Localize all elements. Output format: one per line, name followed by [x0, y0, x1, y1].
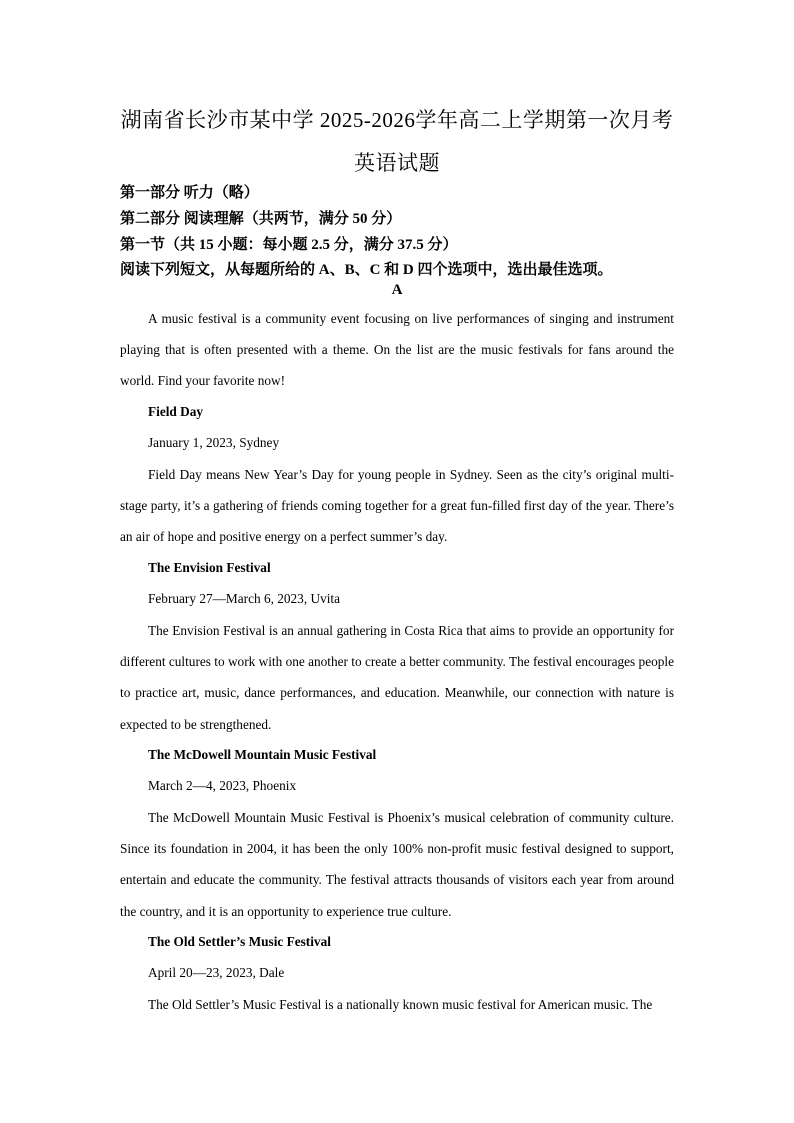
festival-name: The Envision Festival	[148, 560, 271, 575]
festival-date: February 27—March 6, 2023, Uvita	[148, 591, 341, 606]
festival-description: The McDowell Mountain Music Festival is Phoenix’s musical celebration of community culture. Since its foundation in 2004, it has been the only 100% non-profit music festival designed to support, entertain and educate the community. The festival attracts thousands of visitors each year from around the country, and it is an opportunity to experience true culture.	[120, 810, 674, 919]
passage-label: A	[391, 282, 403, 298]
festival-description: Field Day means New Year’s Day for young people in Sydney. Seen as the city’s original multi-stage party, it’s a gathering of friends coming together for a great fun-filled first day of the year. There’s an air of hope and positive energy on a perfect summer’s day.	[120, 467, 674, 545]
festival-name: The McDowell Mountain Music Festival	[148, 747, 377, 762]
festival-date: January 1, 2023, Sydney	[148, 435, 280, 450]
festival-date: April 20—23, 2023, Dale	[148, 965, 285, 980]
instruction-text: 阅读下列短文，从每题所给的 A、B、C 和 D 四个选项中，选出最佳选项。	[120, 262, 613, 278]
section1-heading: 第一节（共 15 小题：每小题 2.5 分，满分 37.5 分）	[120, 237, 458, 253]
intro-paragraph: A music festival is a community event focusing on live performances of singing and instrument playing that is often presented with a theme. On the list are the music festivals for fans around the world. Find your favorite now!	[120, 311, 674, 389]
festival-description: The Old Settler’s Music Festival is a nationally known music festival for American music. The	[148, 997, 653, 1012]
festival-name: The Old Settler’s Music Festival	[148, 934, 331, 949]
exam-subtitle: 英语试题	[354, 151, 440, 175]
exam-title: 湖南省长沙市某中学 2025-2026学年高二上学期第一次月考	[120, 108, 674, 132]
part1-heading: 第一部分 听力（略）	[120, 185, 259, 201]
festival-description: The Envision Festival is an annual gathering in Costa Rica that aims to provide an opportunity for different cultures to work with one another to create a better community. The festival encourages people to practice art, music, dance performances, and education. Meanwhile, our connection with nature is expected to be strengthened.	[120, 623, 674, 732]
festival-name: Field Day	[148, 404, 204, 419]
festival-date: March 2—4, 2023, Phoenix	[148, 778, 297, 793]
part2-heading: 第二部分 阅读理解（共两节，满分 50 分）	[120, 211, 402, 227]
